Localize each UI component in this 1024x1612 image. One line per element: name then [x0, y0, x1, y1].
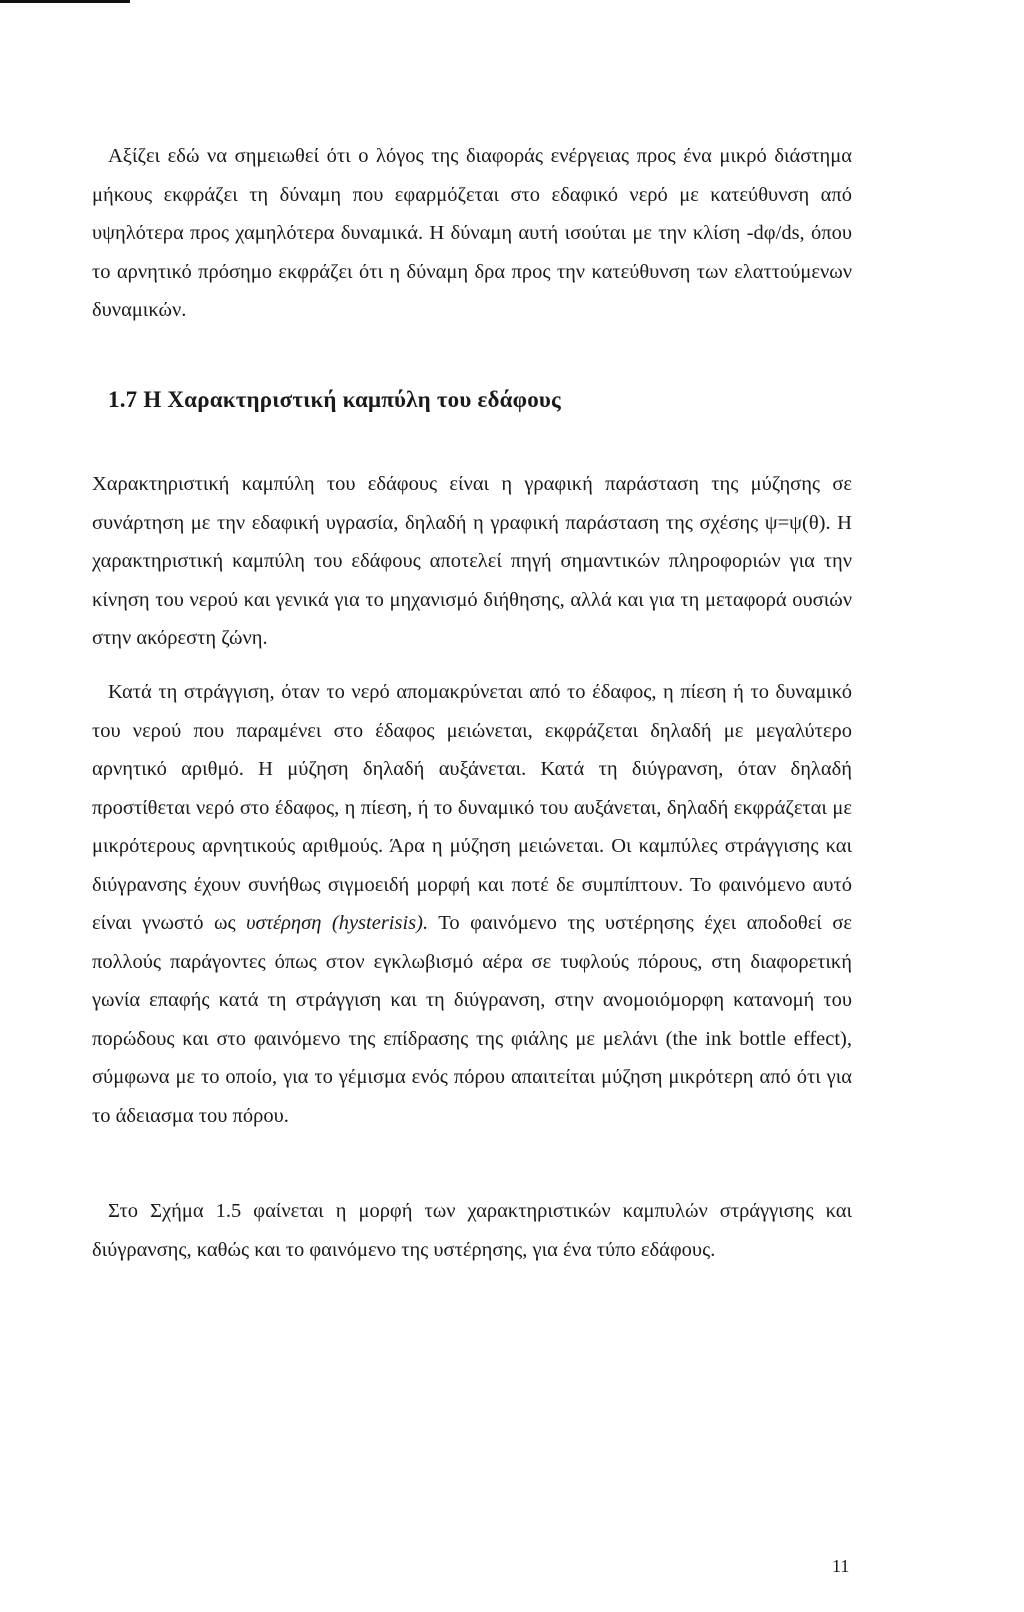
figure-reference-paragraph: Στο Σχήμα 1.5 φαίνεται η μορφή των χαρακτηριστικών καμπυλών στράγγισης και διύγρανσης, καθώς και το φαινόμενο της υστέρησης, για ένα τύπο εδάφους. — [92, 1200, 852, 1261]
drainage-text-before-term: Κατά τη στράγγιση, όταν το νερό απομακρύνεται από το έδαφος, η πίεση ή το δυναμικό του νερού που παραμένει στο έδαφος μειώνεται, εκφράζεται δηλαδή με μεγαλύτερο αρνητικό αριθμό. Η μύζηση δηλαδή αυξάνεται. Κατά τη διύγρανση, όταν δηλαδή προστίθεται νερό στο έδαφος, η πίεση, ή το δυναμικό του αυξάνεται, δηλαδή εκφράζεται με μικρότερους αρνητικούς αριθμούς. Άρα η μύζηση μειώνεται. Οι καμπύλες στράγγισης και διύγρανσης έχουν συνήθως σιγμοειδή μορφή και ποτέ δε συμπίπτουν. Το φαινόμενο αυτό είναι γνωστό ως — [92, 681, 852, 934]
page-number: 11 — [832, 1556, 850, 1576]
drainage-text-after-term: Το φαινόμενο της υστέρησης έχει αποδοθεί σε πολλούς παράγοντες όπως στον εγκλωβισμό αέρα σε τυφλούς πόρους, στη διαφορετική γωνία επαφής κατά τη στράγγιση και τη διύγρανση, στην ανομοιόμορφη κατανομή του πορώδους και στο φαινόμενο της επίδρασης της φιάλης με μελάνι (the ink bottle effect), σύμφωνα με το οποίο, για το γέμισμα ενός πόρου απαιτείται μύζηση μικρότερη από ότι για το άδειασμα του πόρου. — [92, 912, 852, 1127]
scan-edge-mark — [0, 0, 130, 3]
section-heading — [108, 385, 561, 415]
section-number: 1.7 — [108, 387, 138, 412]
characteristic-curve-paragraph: Χαρακτηριστική καμπύλη του εδάφους είναι η γραφική παράσταση της μύζησης σε συνάρτηση με την εδαφική υγρασία, δηλαδή η γραφική παράσταση της σχέσης ψ=ψ(θ). Η χαρακτηριστική καμπύλη του εδάφους αποτελεί πηγή σημαντικών πληροφοριών για την κίνηση του νερού και γενικά για το μηχανισμό διήθησης, αλλά και για τη μεταφορά ουσιών στην ακόρεστη ζώνη. — [92, 473, 852, 649]
intro-paragraph: Αξίζει εδώ να σημειωθεί ότι ο λόγος της διαφοράς ενέργειας προς ένα μικρό διάστημα μήκους εκφράζει τη δύναμη που εφαρμόζεται στο εδαφικό νερό με κατεύθυνση από υψηλότερα προς χαμηλότερα δυναμικά. Η δύναμη αυτή ισούται με την κλίση -dφ/ds, όπου το αρνητικό πρόσημο εκφράζει ότι η δύναμη δρα προς την κατεύθυνση των ελαττούμενων δυναμικών. — [92, 145, 852, 321]
section-title: Η Χαρακτηριστική καμπύλη του εδάφους — [143, 387, 561, 412]
drainage-wetting-paragraph — [92, 673, 852, 1135]
hysteresis-term: υστέρηση (hysterisis). — [246, 912, 429, 934]
